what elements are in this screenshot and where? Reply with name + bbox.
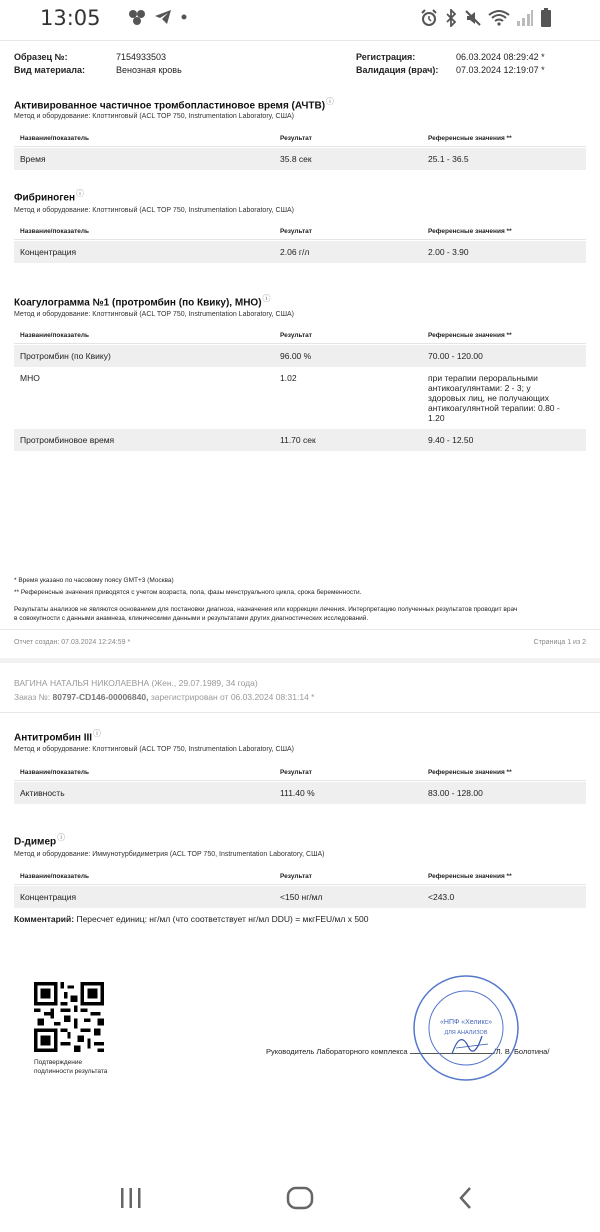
divider bbox=[0, 40, 600, 41]
comment: Комментарий: Пересчет единиц: нг/мл (что соответствует нг/мл DDU) = мкгFEU/мл х 500 bbox=[14, 914, 369, 924]
divider bbox=[0, 712, 600, 713]
registration-value: 06.03.2024 08:29:42 * bbox=[456, 52, 545, 62]
table-header: Название/показатель Результат Референсные значения ** bbox=[14, 767, 586, 781]
report-created: Отчет создан: 07.03.2024 12:24:59 * bbox=[14, 639, 131, 646]
table-header: Название/показатель Результат Референсные значения ** bbox=[14, 226, 586, 240]
sample-value: 7154933503 bbox=[116, 52, 167, 62]
order-line: Заказ №: 80797-CD146-00006840, зарегистрирован от 06.03.2024 08:31:14 * bbox=[14, 692, 315, 702]
info-icon[interactable]: ⓘ bbox=[57, 833, 66, 842]
method-text: Метод и оборудование: Клоттинговый (ACL TOP 750, Instrumentation Laboratory, США) bbox=[14, 207, 294, 214]
method-text: Метод и оборудование: Клоттинговый (ACL TOP 750, Instrumentation Laboratory, США) bbox=[14, 113, 294, 120]
back-button[interactable] bbox=[456, 1186, 476, 1210]
sample-label: Образец №: bbox=[14, 52, 68, 62]
divider bbox=[0, 629, 600, 630]
method-text: Метод и оборудование: Клоттинговый (ACL TOP 750, Instrumentation Laboratory, США) bbox=[14, 746, 294, 753]
table-row: МНО 1.02 при терапии пероральными антикоагулянтами: 2 - 3; у здоровых лиц, не получающих антикоагулянтной терапии: 0.80 - 1.20 bbox=[14, 367, 586, 429]
telegram-icon bbox=[154, 9, 172, 25]
status-time: 13:05 bbox=[40, 6, 101, 30]
bluetooth-icon bbox=[444, 9, 458, 27]
system-nav-bar bbox=[0, 1156, 600, 1232]
section-title-aptt: Активированное частичное тромбопластиновое время (АЧТВ)ⓘ bbox=[14, 97, 335, 112]
signal-icon bbox=[516, 9, 534, 27]
home-button[interactable] bbox=[286, 1186, 314, 1210]
material-label: Вид материала: bbox=[14, 65, 85, 75]
info-icon[interactable]: ⓘ bbox=[262, 294, 271, 303]
dot-icon bbox=[180, 9, 188, 25]
section-title-coagulogram: Коагулограмма №1 (протромбин (по Квику), МНО)ⓘ bbox=[14, 294, 271, 309]
table-header: Название/показатель Результат Референсные значения ** bbox=[14, 133, 586, 147]
info-icon[interactable]: ⓘ bbox=[93, 729, 102, 738]
app-notification-icon bbox=[128, 9, 146, 25]
validation-value: 07.03.2024 12:19:07 * bbox=[456, 65, 545, 75]
section-title-antithrombin: Антитромбин IIIⓘ bbox=[14, 729, 102, 744]
recent-apps-button[interactable] bbox=[118, 1186, 144, 1210]
page-break bbox=[0, 658, 600, 663]
table-row: Протромбиновое время 11.70 сек 9.40 - 12.50 bbox=[14, 429, 586, 451]
registration-label: Регистрация: bbox=[356, 52, 416, 62]
qr-code[interactable] bbox=[34, 982, 104, 1052]
validation-label: Валидация (врач): bbox=[356, 65, 439, 75]
section-title-fibrinogen: Фибриногенⓘ bbox=[14, 189, 85, 204]
svg-text:«НПФ «Хеликс»: «НПФ «Хеликс» bbox=[440, 1019, 492, 1026]
lab-report bbox=[0, 36, 600, 1156]
table-row: Активность 111.40 % 83.00 - 128.00 bbox=[14, 782, 586, 804]
info-icon[interactable]: ⓘ bbox=[326, 97, 335, 106]
reference-multiline: при терапии пероральными антикоагулянтами: 2 - 3; у здоровых лиц, не получающих антикоагулянтной терапии: 0.80 - 1.20 bbox=[428, 373, 560, 423]
mute-icon bbox=[464, 9, 482, 27]
qr-caption: Подтверждение подлинности результата bbox=[34, 1059, 108, 1075]
patient-line: ВАГИНА НАТАЛЬЯ НИКОЛАЕВНА (Жен., 29.07.1989, 34 года) bbox=[14, 678, 258, 688]
table-row: Концентрация <150 нг/мл <243.0 bbox=[14, 886, 586, 908]
method-text: Метод и оборудование: Иммунотурбидиметрия (ACL TOP 750, Instrumentation Laboratory, США) bbox=[14, 851, 325, 858]
table-row: Время 35.8 сек 25.1 - 36.5 bbox=[14, 148, 586, 170]
material-value: Венозная кровь bbox=[116, 65, 182, 75]
info-icon[interactable]: ⓘ bbox=[76, 189, 85, 198]
table-header: Название/показатель Результат Референсные значения ** bbox=[14, 330, 586, 344]
table-row: Протромбин (по Квику) 96.00 % 70.00 - 120.00 bbox=[14, 345, 586, 367]
lab-stamp bbox=[412, 974, 520, 1082]
section-title-d-dimer: D-димерⓘ bbox=[14, 833, 66, 848]
table-row: Концентрация 2.06 г/л 2.00 - 3.90 bbox=[14, 241, 586, 263]
reference-note: ** Референсные значения приводятся с учетом возраста, пола, фазы менструального цикла, срока беременности. bbox=[14, 589, 362, 596]
table-header: Название/показатель Результат Референсные значения ** bbox=[14, 871, 586, 885]
timezone-note: * Время указано по часовому поясу GMT+3 (Москва) bbox=[14, 577, 174, 584]
alarm-icon bbox=[420, 9, 438, 27]
svg-text:ДЛЯ АНАЛИЗОВ: ДЛЯ АНАЛИЗОВ bbox=[444, 1030, 488, 1036]
page-number: Страница 1 из 2 bbox=[533, 639, 586, 646]
battery-icon bbox=[540, 8, 552, 28]
signature-line: Руководитель Лабораторного комплекса /Л. В. Болотина/ bbox=[266, 1047, 550, 1056]
status-bar bbox=[0, 0, 600, 36]
method-text: Метод и оборудование: Клоттинговый (ACL TOP 750, Instrumentation Laboratory, США) bbox=[14, 311, 294, 318]
disclaimer: Результаты анализов не являются основанием для постановки диагноза, назначения или коррекции лечения. Интерпретацию полученных результатов проводит врач в совокупности с данными анамнеза, клиническими данными и результатами других диагностических исследований. bbox=[14, 606, 518, 622]
wifi-icon bbox=[488, 9, 510, 27]
